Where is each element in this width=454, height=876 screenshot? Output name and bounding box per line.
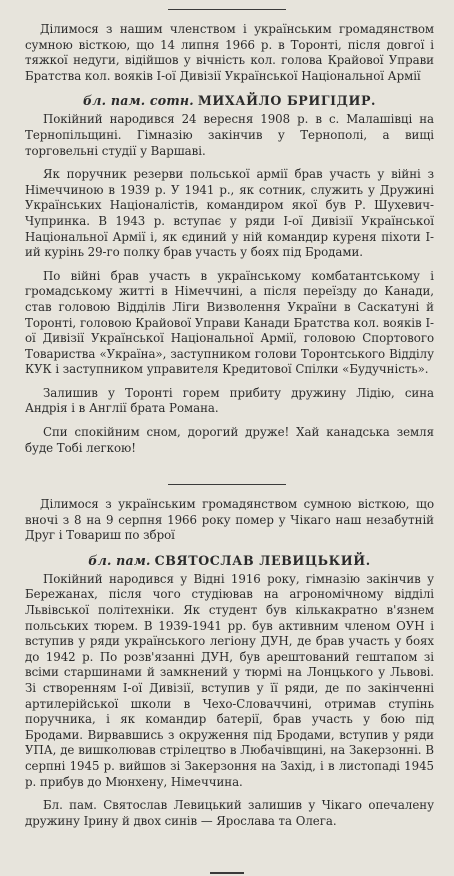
paragraph: Покійний народився 24 вересня 1908 р. в с. Малашівці на Тернопільщині. Гімназію закінчив у Тернополі, а вищі торговельні студії у Варшаві. — [25, 112, 434, 158]
paragraph: По війні брав участь в українському комбатантському і громадському житті в Німеччині, а після переїзду до Канади, став головою Відділів Ліги Визволення України в Саскатуні й Торонті, головою Крайової Управи Канади Братства кол. вояків І-ої Дивізії Української Національної Армії, головою Спортового Товариства «Україна», заступником голови Торонтського Відділу КУК і заступником управителя Кредитової Спілки «Будучність». — [25, 268, 434, 377]
heading-prefix: бл. пам. — [88, 552, 151, 568]
obituary-heading — [25, 553, 434, 569]
obituary-levytskyi — [25, 497, 434, 829]
paragraph: Покійний народився у Відні 1916 року, гімназію закінчив у Бережанах, після чого студіював на агрономічному відділі Львівської політехніки. Як студент був кількакратно в'язнем польських тюрем. В 1939-1941 рр. був активним членом ОУН і вступив у ряди українського легіону ДУН, де брав участь у боях до 1942 р. По розв'язанні ДУН, був арештований гештапом зі всіми старшинами й замкнений у тюрмі на Лонцького у Львові. Зі створенням І-ої Дивізії, вступив у її ряди, де по закінченні артилерійської школи в Чехо-Словаччині, отримав ступінь поручника, і як командир батерії, брав участь у бою під Бродами. Вирвавшись з окруження під Бродами, вступив у ряди УПА, де вишколював стрілецтво в Любачівщині, на Закерзонні. В серпні 1945 р. вийшов зі Закерзоння на Захід, і в листопаді 1945 р. прибув до Мюнхену, Німеччина. — [25, 571, 434, 789]
obituary-heading — [25, 93, 434, 109]
bottom-divider — [210, 872, 244, 874]
heading-name: СВЯТОСЛАВ ЛЕВИЦЬКИЙ. — [154, 552, 371, 568]
heading-prefix: бл. пам. сотн. — [82, 93, 194, 109]
paragraph: Залишив у Торонті горем прибиту дружину Лідію, сина Андрія і в Англії брата Романа. — [25, 385, 434, 416]
paragraph: Бл. пам. Святослав Левицький залишив у Чікаго опечалену дружину Ірину й двох синів — Ярослава та Олега. — [25, 798, 434, 828]
obituary-intro: Ділимося з нашим членством і українським громадянством сумною вісткою, що 14 липня 1966 р. в Торонті, після довгої і тяжкої недуги, відійшов у вічність кол. голова Крайової Управи Братства кол. вояків І-ої Дивізії Української Національної Армії — [25, 22, 434, 83]
obituary-intro: Ділимося з українським громадянством сумною вісткою, що вночі з 8 на 9 серпня 1966 року помер у Чікаго наш незабутній Друг і Товариш по зброї — [25, 497, 434, 543]
paragraph: Як поручник резерви польської армії брав участь у війні з Німеччиною в 1939 р. У 1941 р., як сотник, служить у Дружині Українських Націоналістів, командиром якої був Р. Шухевич-Чупринка. В 1943 р. вступає у ряди І-ої Дивізії Української Національної Армії і, як єдиний у ній командир куреня піхоти І-ий курінь 29-го полку брав участь у боях під Бродами. — [25, 167, 434, 260]
top-divider — [168, 9, 286, 10]
heading-name: МИХАЙЛО БРИГІДИР. — [197, 93, 377, 109]
obituary-brygidyr — [25, 22, 434, 456]
middle-divider — [168, 484, 286, 485]
paragraph: Спи спокійним сном, дорогий друже! Хай канадська земля буде Тобі легкою! — [25, 425, 434, 455]
